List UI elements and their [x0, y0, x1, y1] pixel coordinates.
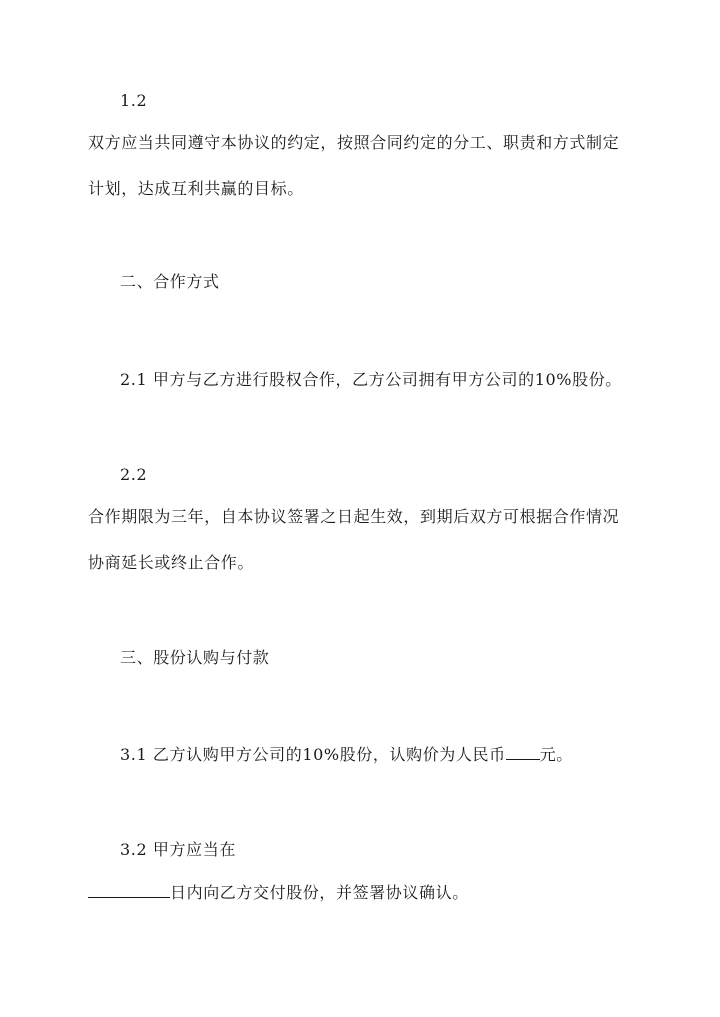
clause-1-2-text-line1: 双方应当共同遵守本协议的约定，按照合同约定的分工、职责和方式制定 [88, 133, 620, 152]
clause-2-2-text-line2: 协商延长或终止合作。 [88, 553, 255, 572]
days-blank-line [88, 883, 170, 898]
clause-3-1-text-after: 元。 [539, 745, 573, 764]
clause-3-2-text [88, 883, 469, 903]
clause-3-1-text [120, 745, 573, 765]
clause-2-1-text: 2.1 甲方与乙方进行股权合作，乙方公司拥有甲方公司的10%股份。 [120, 370, 622, 389]
clause-2-2-number: 2.2 [120, 465, 148, 484]
section-2-heading: 二、合作方式 [120, 272, 220, 291]
clause-3-2-number: 3.2 甲方应当在 [120, 840, 236, 859]
clause-1-2-text-line2: 计划，达成互利共赢的目标。 [88, 179, 304, 198]
clause-3-1-text-before: 3.1 乙方认购甲方公司的10%股份，认购价为人民币 [120, 745, 506, 764]
clause-2-2-text-line1: 合作期限为三年，自本协议签署之日起生效，到期后双方可根据合作情况 [88, 507, 620, 526]
price-blank-line [506, 745, 540, 760]
clause-1-2-number: 1.2 [120, 91, 148, 110]
section-3-heading: 三、股份认购与付款 [120, 648, 270, 667]
clause-3-2-text-after: 日内向乙方交付股份，并签署协议确认。 [170, 883, 469, 902]
